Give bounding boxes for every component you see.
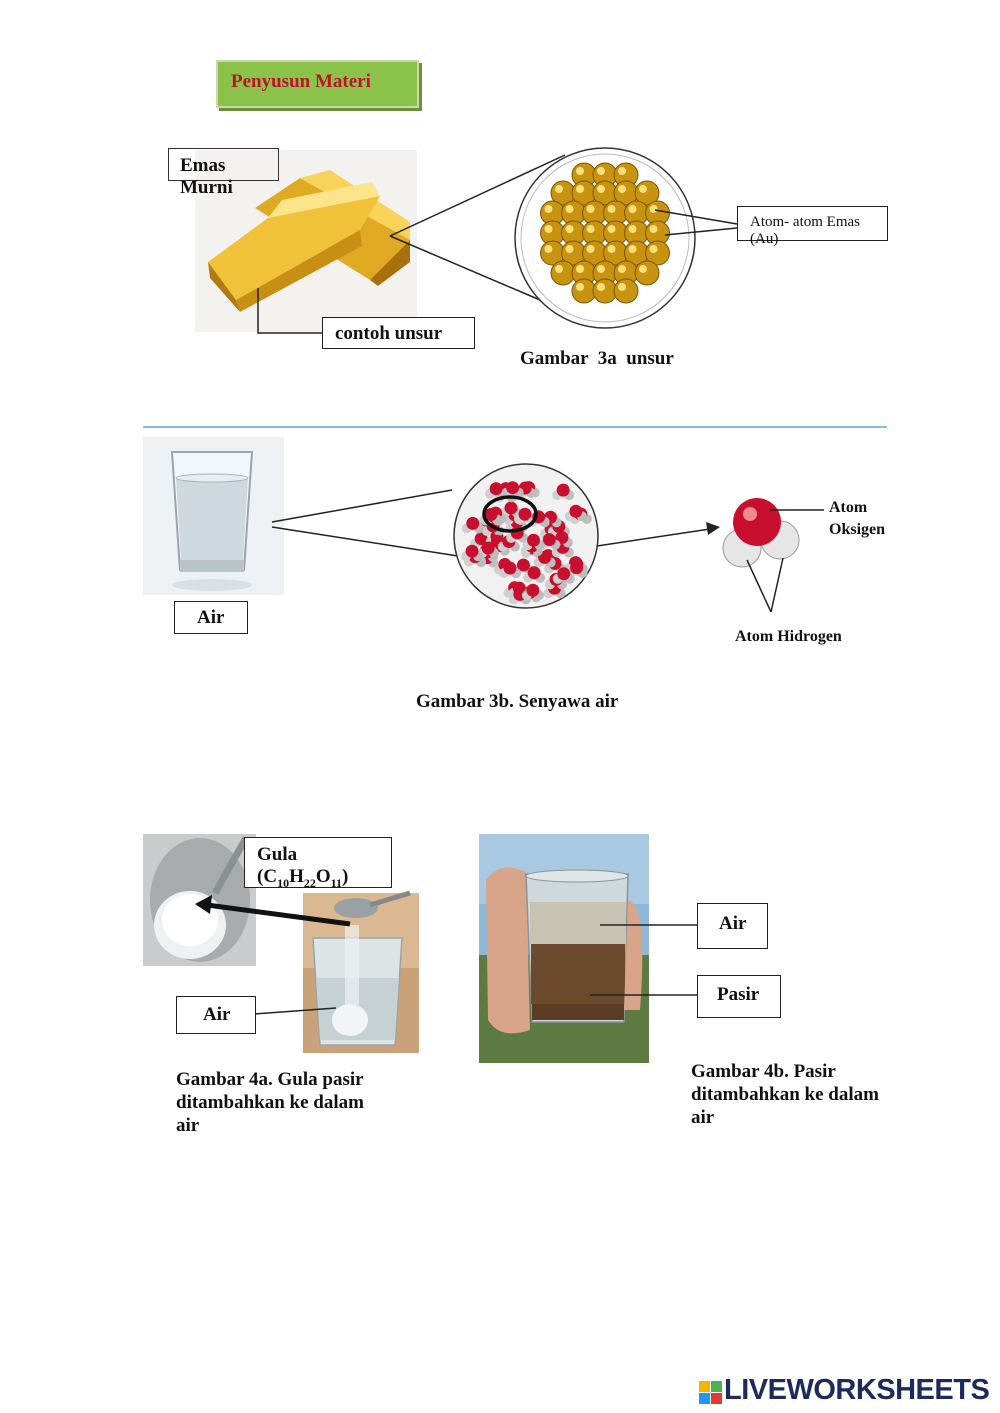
label-air-4a: Air bbox=[176, 996, 256, 1034]
label-emas-murni: Emas Murni bbox=[168, 148, 279, 181]
liveworksheets-brand[interactable]: LIVEWORKSHEETS bbox=[724, 1374, 990, 1406]
label-air-4b: Air bbox=[697, 903, 768, 949]
label-pasir: Pasir bbox=[697, 975, 781, 1018]
caption-3b: Gambar 3b. Senyawa air bbox=[416, 691, 619, 712]
caption-3a: Gambar 3a unsur bbox=[520, 348, 674, 369]
sugar-formula: $(C_{10}H_{22}O_{11})$ bbox=[257, 866, 349, 890]
section-title: Penyusun Materi bbox=[216, 60, 419, 108]
label-atom-emas: Atom- atom Emas (Au) bbox=[737, 206, 888, 241]
caption-4b: Gambar 4b. Pasir ditambahkan ke dalam air bbox=[691, 1061, 879, 1128]
label-air-3b: Air bbox=[174, 601, 248, 634]
label-atom-hidrogen: Atom Hidrogen bbox=[735, 628, 842, 645]
label-gula: Gula $(C_{10}H_{22}O_{11})$ bbox=[244, 837, 392, 888]
label-atom-oksigen: Atom Oksigen bbox=[829, 499, 886, 538]
caption-4a: Gambar 4a. Gula pasir ditambahkan ke dalam air bbox=[176, 1069, 364, 1136]
label-contoh-unsur: contoh unsur bbox=[322, 317, 475, 349]
